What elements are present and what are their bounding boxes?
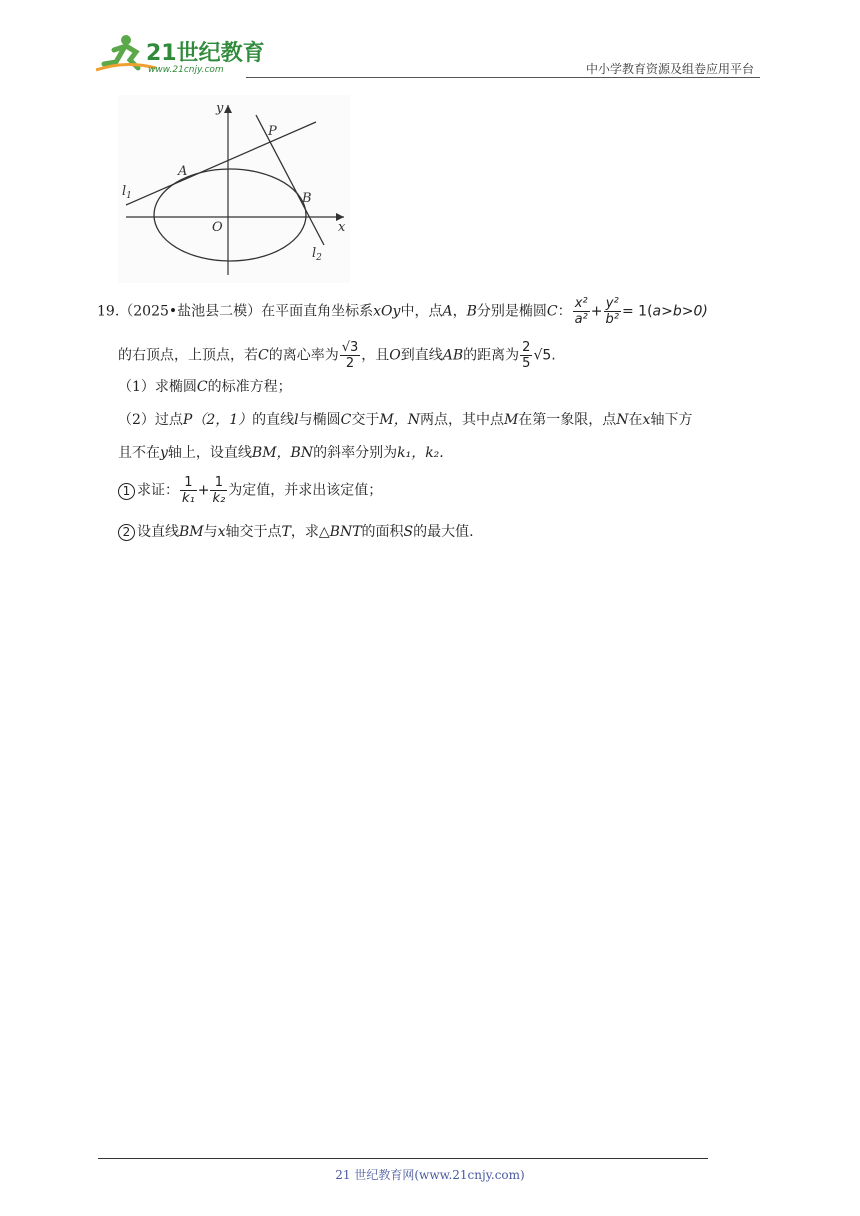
text-run: ，求△ (290, 524, 330, 540)
label-x: x (338, 220, 346, 235)
math-var: N (616, 412, 629, 428)
math-var: C (196, 379, 208, 395)
problem-source: （2025•盐池县二模） (119, 303, 262, 320)
math-var: S (403, 524, 414, 540)
frac-den: b² (605, 312, 619, 327)
text-run: 到直线 (400, 347, 443, 364)
text-run: 为定值，并求出该定值； (228, 482, 383, 499)
math-var: xOy (373, 303, 401, 320)
question-2-line-2 (118, 443, 783, 463)
text-run: 在第一象限，点 (518, 412, 617, 428)
frac-num: y² (604, 296, 621, 312)
math-var: BM，BN (251, 445, 314, 461)
math-var: BM (179, 524, 204, 540)
text-run: （2）过点 (118, 412, 183, 428)
math-var: x (642, 412, 651, 428)
circled-number-1: 1 (118, 483, 135, 500)
problem-number: 19. (97, 303, 120, 320)
text-run: 的最大值. (413, 524, 474, 540)
math-var: M，N (379, 412, 420, 428)
label-P: P (268, 124, 277, 139)
fraction-1-k2 (210, 475, 227, 506)
text-run: 与 (203, 524, 218, 540)
math-var: k₁，k₂. (397, 445, 444, 461)
frac-den: 2 (345, 356, 355, 371)
text-run: 轴上，设直线 (167, 445, 252, 461)
text-run: 分别是椭圆 (476, 303, 547, 320)
math-var: A (442, 303, 453, 320)
frac-num: √3 (341, 340, 359, 355)
text-run: 的离心率为 (268, 347, 339, 364)
label-l2: $l_2$ (312, 246, 322, 263)
platform-name: 中小学教育资源及组卷应用平台 (585, 62, 754, 76)
header-divider (246, 77, 760, 78)
text-run: 求证： (137, 482, 179, 499)
math-var: AB (442, 347, 464, 364)
ellipse-figure (118, 95, 350, 283)
question-1 (118, 377, 783, 397)
math-var: C (546, 303, 558, 320)
frac-den: k₂ (212, 491, 226, 506)
math-var: BNT (329, 524, 362, 540)
frac-num: 1 (210, 475, 227, 491)
circled-number-2: 2 (118, 524, 135, 541)
frac-num: x² (573, 296, 590, 312)
page-header (96, 30, 760, 78)
logo-wordmark: 21世纪教育 (146, 41, 265, 66)
label-l1: $l_1$ (122, 184, 132, 201)
math-var: O (389, 347, 401, 364)
text-run: 轴交于点 (225, 524, 282, 540)
text-run: 在平面直角坐标系 (261, 303, 374, 320)
text-run: ： (557, 303, 572, 320)
fraction-2-5 (520, 340, 532, 371)
footer-divider (98, 1158, 708, 1159)
label-origin: O (212, 220, 223, 235)
logo-url: www.21cnjy.com (148, 65, 224, 75)
fraction-y2-b2 (604, 296, 621, 327)
frac-num: 2 (522, 340, 531, 355)
math-var: T (281, 524, 291, 540)
math-var: P（2，1） (182, 412, 253, 428)
text-run: 的标准方程； (207, 379, 292, 395)
text-run: 的直线 (252, 412, 295, 428)
text-run: 且不在 (118, 445, 160, 461)
math-var: C (258, 347, 269, 364)
text-run: 在 (628, 412, 643, 428)
text-run: 轴下方 (650, 412, 693, 428)
math-sqrt5: √5. (533, 347, 556, 364)
site-logo (96, 30, 266, 76)
sub-question-1 (118, 475, 783, 506)
text-run: 交于 (351, 412, 380, 428)
text-run: 设直线 (137, 524, 179, 540)
math-var: B (466, 303, 477, 320)
label-B: B (302, 191, 312, 206)
label-y: y (216, 101, 224, 116)
math-condition: a>b>0) (652, 303, 708, 320)
frac-num: 1 (180, 475, 197, 491)
problem-line-2 (118, 340, 783, 371)
question-2 (118, 410, 783, 430)
text-run: ，且 (361, 347, 390, 364)
math-op: = 1( (621, 303, 653, 320)
fraction-sqrt3-2 (340, 340, 361, 371)
label-A: A (178, 164, 188, 179)
footer-text: 21 世纪教育网(www.21cnjy.com) (335, 1168, 525, 1182)
math-op: + (590, 303, 603, 320)
text-run: 两点，其中点 (419, 412, 504, 428)
text-run: 的右顶点，上顶点，若 (118, 347, 258, 364)
math-op: + (197, 482, 210, 499)
sub-question-2 (118, 522, 783, 542)
math-var: x (217, 524, 226, 540)
fraction-x2-a2 (573, 296, 590, 327)
problem-statement (97, 296, 762, 327)
text-run: 的距离为 (463, 347, 520, 364)
text-run: 的面积 (361, 524, 404, 540)
math-var: C (340, 412, 352, 428)
text-run: 中，点 (400, 303, 443, 320)
text-run: ， (452, 303, 467, 320)
math-var: l (294, 412, 299, 428)
frac-den: k₁ (182, 491, 195, 506)
math-var: y (160, 445, 168, 461)
text-run: 与椭圆 (298, 412, 341, 428)
fraction-1-k1 (180, 475, 197, 506)
frac-den: 5 (522, 356, 531, 371)
math-var: M (503, 412, 519, 428)
text-run: （1）求椭圆 (118, 379, 197, 395)
text-run: 的斜率分别为 (313, 445, 398, 461)
frac-den: a² (574, 312, 588, 327)
